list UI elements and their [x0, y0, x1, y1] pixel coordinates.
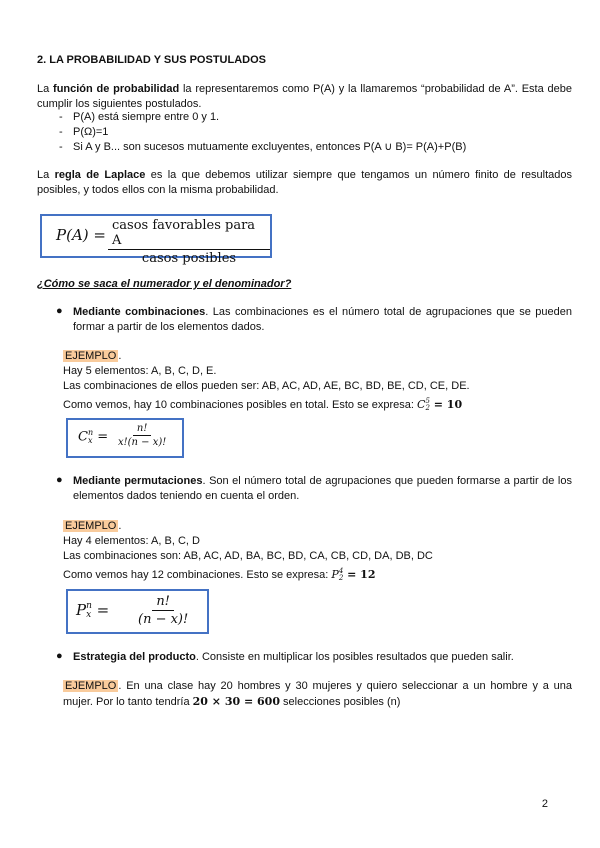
postulate-item: - Si A y B... son sucesos mutuamente excluyentes, entonces P(A ∪ B)= P(A)+P(B)	[37, 140, 572, 155]
page-number: 2	[541, 798, 548, 810]
combinations-fraction: $\frac{n!}{x!(n - x)!}$	[118, 423, 167, 448]
laplace-formula-lhs: P(A) =	[56, 226, 106, 244]
permutations-expression: P 4 2	[331, 567, 344, 582]
laplace-formula-box	[40, 214, 272, 266]
permutations-fraction: $\frac{n!}{(n - x)!}$	[138, 594, 189, 627]
combinations-example: EJEMPLO . Hay 5 elementos: A, B, C, D, E. Las combinaciones de ellos pueden ser: AB, AC, AD, AE, BC, BD, BE, CD, CE, DE. Como vemos, hay 10 combinaciones posibles en total. Esto se expresa: C 5 2 = 10	[63, 350, 470, 412]
example-label: EJEMPLO	[65, 520, 117, 532]
combinations-formula-box: C n x = $\frac{n!}{x!(n - x)!}$	[66, 418, 184, 458]
laplace-paragraph: La regla de Laplace es la que debemos utilizar siempre que tengamos un número finito de resultados posibles, y todos ellos con la misma probabilidad.	[37, 169, 572, 196]
laplace-fraction	[108, 218, 270, 266]
laplace-denominator: casos posibles	[141, 251, 237, 266]
product-expression: 20 × 30 = 600	[192, 695, 280, 708]
product-title: Estrategia del producto	[73, 651, 196, 663]
permutations-title: Mediante permutaciones	[73, 475, 203, 487]
combinations-item: ● Mediante combinaciones. Las combinaciones es el número total de agrupaciones que se pueden formar a partir de los elementos dados.	[56, 305, 573, 333]
example-label: EJEMPLO	[65, 350, 117, 362]
postulate-item: - P(A) está siempre entre 0 y 1.	[37, 110, 572, 125]
postulate-item: - P(Ω)=1	[37, 125, 572, 140]
permutations-example: EJEMPLO . Hay 4 elementos: A, B, C, D Las combinaciones son: AB, AC, AD, BA, BC, BD, CA, CB, CD, DA, DB, DC Como vemos hay 12 combinaciones. Esto se expresa: P 4 2 = 12	[63, 520, 433, 582]
question-heading: ¿Cómo se saca el numerador y el denominador?	[37, 278, 292, 290]
laplace-numerator: casos favorables para A	[108, 218, 270, 250]
section-title: 2. LA PROBABILIDAD Y SUS POSTULADOS	[37, 54, 266, 66]
intro-bold-term: función de probabilidad	[53, 83, 180, 95]
example-label: EJEMPLO	[65, 680, 117, 692]
bullet-icon: ●	[56, 650, 63, 662]
combinations-title: Mediante combinaciones	[73, 306, 206, 318]
permutations-item: ● Mediante permutaciones. Son el número total de agrupaciones que pueden formarse a partir de los elementos dados teniendo en cuenta el orden.	[56, 474, 572, 502]
product-example: EJEMPLO . En una clase hay 20 hombres y 30 mujeres y quiero seleccionar a un hombre y a una mujer. Por lo tanto tendría 20 × 30 = 600 selecciones posibles (n)	[63, 680, 572, 708]
laplace-bold-term: regla de Laplace	[54, 169, 146, 181]
permutations-formula-box: P n x = $\frac{n!}{(n - x)!}$	[66, 589, 209, 634]
product-item: ● Estrategia del producto. Consiste en multiplicar los posibles resultados que pueden salir.	[56, 650, 514, 663]
bullet-icon: ●	[56, 305, 63, 317]
combinations-expression: C 5 2	[417, 397, 430, 412]
postulates-list	[37, 110, 572, 155]
intro-paragraph: La función de probabilidad la representaremos como P(A) y la llamaremos “probabilidad de A”. Esta debe cumplir los siguientes postulados.	[37, 83, 572, 110]
bullet-icon: ●	[56, 474, 63, 486]
